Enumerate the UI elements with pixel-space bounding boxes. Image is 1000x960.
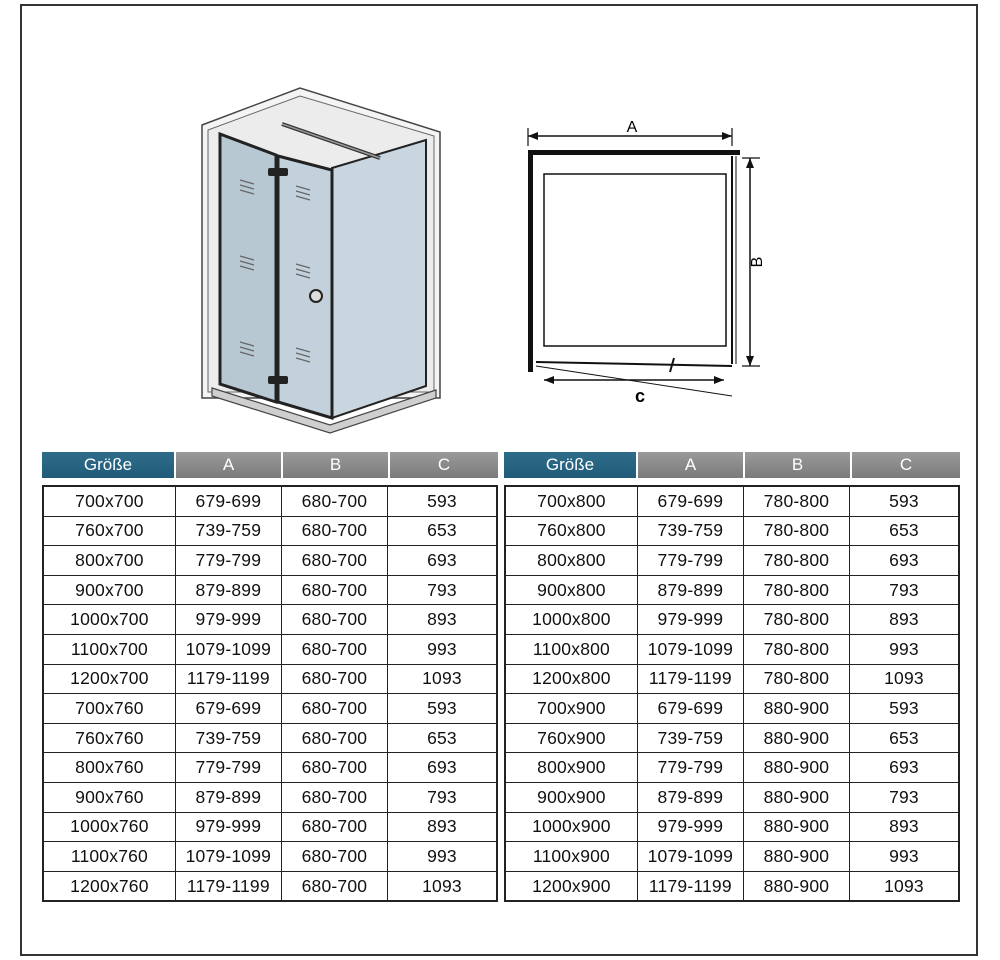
cell-a: 679-699 bbox=[175, 487, 281, 516]
cell-a: 779-799 bbox=[637, 546, 743, 575]
cell-b: 680-700 bbox=[281, 694, 387, 723]
cell-size: 700x760 bbox=[75, 697, 144, 718]
table-row bbox=[506, 576, 958, 606]
header-a: A bbox=[636, 452, 743, 478]
cell-b: 680-700 bbox=[281, 605, 387, 634]
cell-c: 653 bbox=[849, 517, 958, 546]
table-row bbox=[506, 753, 958, 783]
table-row bbox=[44, 694, 496, 724]
table-row bbox=[44, 546, 496, 576]
cell-b: 880-900 bbox=[743, 872, 849, 901]
cell-size: 1000x700 bbox=[70, 609, 149, 630]
cell-c: 1093 bbox=[849, 872, 958, 901]
cell-size: 1200x760 bbox=[70, 875, 149, 896]
table-row bbox=[44, 487, 496, 517]
table-row bbox=[44, 517, 496, 547]
cell-size: 760x800 bbox=[537, 520, 606, 541]
cell-b: 680-700 bbox=[281, 783, 387, 812]
cell-b: 680-700 bbox=[281, 842, 387, 871]
cell-size: 1100x700 bbox=[70, 638, 148, 659]
header-b: B bbox=[281, 452, 388, 478]
table-body bbox=[504, 485, 960, 902]
cell-a: 779-799 bbox=[175, 546, 281, 575]
cell-a: 739-759 bbox=[637, 517, 743, 546]
cell-c: 793 bbox=[849, 783, 958, 812]
cell-b: 680-700 bbox=[281, 546, 387, 575]
cell-a: 1079-1099 bbox=[175, 842, 281, 871]
cell-size: 1200x800 bbox=[532, 668, 611, 689]
cell-size: 700x900 bbox=[537, 697, 606, 718]
cell-size: 800x900 bbox=[537, 757, 606, 778]
table-row bbox=[44, 813, 496, 843]
cell-a: 879-899 bbox=[175, 576, 281, 605]
cell-a: 1179-1199 bbox=[637, 872, 743, 901]
table-row bbox=[44, 576, 496, 606]
size-table-left bbox=[42, 452, 498, 902]
floor-plan-diagram bbox=[510, 110, 770, 410]
cell-size: 900x900 bbox=[537, 786, 606, 807]
cell-size: 900x700 bbox=[75, 579, 144, 600]
header-size: Größe bbox=[42, 452, 174, 478]
cell-b: 780-800 bbox=[743, 635, 849, 664]
cell-size: 1100x800 bbox=[532, 638, 610, 659]
cell-size: 900x760 bbox=[75, 786, 144, 807]
table-row bbox=[506, 842, 958, 872]
table-row bbox=[506, 517, 958, 547]
cell-a: 779-799 bbox=[637, 753, 743, 782]
dimension-label-a: A bbox=[626, 119, 638, 136]
cell-b: 780-800 bbox=[743, 487, 849, 516]
cell-c: 653 bbox=[387, 724, 496, 753]
table-row bbox=[44, 605, 496, 635]
table-row bbox=[506, 813, 958, 843]
cell-c: 1093 bbox=[387, 872, 496, 901]
cell-size: 1000x900 bbox=[532, 816, 611, 837]
cell-size: 800x800 bbox=[537, 549, 606, 570]
cell-c: 993 bbox=[849, 842, 958, 871]
cell-a: 679-699 bbox=[637, 694, 743, 723]
table-row bbox=[506, 694, 958, 724]
cell-c: 1093 bbox=[849, 665, 958, 694]
cell-a: 679-699 bbox=[637, 487, 743, 516]
cell-b: 780-800 bbox=[743, 517, 849, 546]
cell-size: 760x900 bbox=[537, 727, 606, 748]
cell-c: 793 bbox=[849, 576, 958, 605]
size-table-right bbox=[504, 452, 960, 902]
header-size: Größe bbox=[504, 452, 636, 478]
cell-b: 680-700 bbox=[281, 872, 387, 901]
cell-size: 700x800 bbox=[537, 490, 606, 511]
cell-size: 1200x900 bbox=[532, 875, 611, 896]
cell-b: 880-900 bbox=[743, 753, 849, 782]
cell-a: 739-759 bbox=[175, 724, 281, 753]
cell-c: 693 bbox=[849, 546, 958, 575]
cell-a: 879-899 bbox=[175, 783, 281, 812]
cell-a: 739-759 bbox=[175, 517, 281, 546]
cell-c: 893 bbox=[387, 605, 496, 634]
cell-size: 760x700 bbox=[75, 520, 144, 541]
cell-a: 1079-1099 bbox=[637, 842, 743, 871]
cell-b: 680-700 bbox=[281, 665, 387, 694]
cell-size: 1100x900 bbox=[532, 845, 610, 866]
cell-size: 1200x700 bbox=[70, 668, 149, 689]
cell-b: 880-900 bbox=[743, 842, 849, 871]
cell-b: 680-700 bbox=[281, 635, 387, 664]
cell-a: 879-899 bbox=[637, 783, 743, 812]
cell-b: 780-800 bbox=[743, 546, 849, 575]
cell-a: 739-759 bbox=[637, 724, 743, 753]
cell-c: 793 bbox=[387, 576, 496, 605]
cell-b: 880-900 bbox=[743, 694, 849, 723]
table-header bbox=[504, 452, 960, 478]
cell-c: 593 bbox=[849, 487, 958, 516]
table-row bbox=[506, 665, 958, 695]
cell-c: 593 bbox=[849, 694, 958, 723]
cell-size: 700x700 bbox=[75, 490, 144, 511]
table-row bbox=[44, 635, 496, 665]
cell-a: 679-699 bbox=[175, 694, 281, 723]
dimension-label-c: c bbox=[634, 386, 646, 406]
cell-size: 760x760 bbox=[75, 727, 144, 748]
table-row bbox=[506, 872, 958, 902]
cell-size: 1000x760 bbox=[70, 816, 149, 837]
cell-b: 680-700 bbox=[281, 753, 387, 782]
shower-enclosure-illustration bbox=[190, 80, 450, 440]
cell-c: 793 bbox=[387, 783, 496, 812]
cell-b: 880-900 bbox=[743, 783, 849, 812]
cell-c: 653 bbox=[849, 724, 958, 753]
cell-a: 979-999 bbox=[637, 813, 743, 842]
header-b: B bbox=[743, 452, 850, 478]
table-row bbox=[44, 753, 496, 783]
table-row bbox=[506, 724, 958, 754]
cell-c: 653 bbox=[387, 517, 496, 546]
table-row bbox=[44, 665, 496, 695]
table-row bbox=[44, 872, 496, 902]
header-a: A bbox=[174, 452, 281, 478]
cell-b: 780-800 bbox=[743, 576, 849, 605]
cell-c: 593 bbox=[387, 487, 496, 516]
table-row bbox=[44, 724, 496, 754]
cell-a: 879-899 bbox=[637, 576, 743, 605]
table-row bbox=[44, 783, 496, 813]
cell-c: 1093 bbox=[387, 665, 496, 694]
cell-size: 900x800 bbox=[537, 579, 606, 600]
cell-a: 1179-1199 bbox=[175, 872, 281, 901]
table-row bbox=[506, 783, 958, 813]
cell-c: 993 bbox=[387, 842, 496, 871]
cell-c: 693 bbox=[387, 546, 496, 575]
cell-b: 880-900 bbox=[743, 813, 849, 842]
cell-a: 1179-1199 bbox=[175, 665, 281, 694]
cell-c: 593 bbox=[387, 694, 496, 723]
cell-a: 979-999 bbox=[175, 605, 281, 634]
cell-b: 780-800 bbox=[743, 665, 849, 694]
cell-b: 680-700 bbox=[281, 487, 387, 516]
cell-a: 1179-1199 bbox=[637, 665, 743, 694]
cell-b: 680-700 bbox=[281, 576, 387, 605]
cell-size: 1000x800 bbox=[532, 609, 611, 630]
table-header bbox=[42, 452, 498, 478]
cell-b: 680-700 bbox=[281, 517, 387, 546]
cell-size: 1100x760 bbox=[70, 845, 148, 866]
cell-a: 1079-1099 bbox=[175, 635, 281, 664]
cell-b: 780-800 bbox=[743, 605, 849, 634]
cell-a: 979-999 bbox=[637, 605, 743, 634]
table-row bbox=[506, 605, 958, 635]
header-c: C bbox=[388, 452, 498, 478]
table-row bbox=[506, 487, 958, 517]
cell-a: 979-999 bbox=[175, 813, 281, 842]
cell-a: 1079-1099 bbox=[637, 635, 743, 664]
cell-size: 800x700 bbox=[75, 549, 144, 570]
header-c: C bbox=[850, 452, 960, 478]
cell-size: 800x760 bbox=[75, 757, 144, 778]
table-row bbox=[44, 842, 496, 872]
cell-c: 693 bbox=[849, 753, 958, 782]
cell-c: 993 bbox=[849, 635, 958, 664]
cell-a: 779-799 bbox=[175, 753, 281, 782]
cell-b: 880-900 bbox=[743, 724, 849, 753]
table-body bbox=[42, 485, 498, 902]
cell-c: 693 bbox=[387, 753, 496, 782]
cell-c: 893 bbox=[849, 605, 958, 634]
cell-c: 993 bbox=[387, 635, 496, 664]
cell-c: 893 bbox=[849, 813, 958, 842]
table-row bbox=[506, 546, 958, 576]
cell-b: 680-700 bbox=[281, 813, 387, 842]
cell-b: 680-700 bbox=[281, 724, 387, 753]
cell-c: 893 bbox=[387, 813, 496, 842]
table-row bbox=[506, 635, 958, 665]
dimension-label-b: B bbox=[749, 256, 766, 268]
